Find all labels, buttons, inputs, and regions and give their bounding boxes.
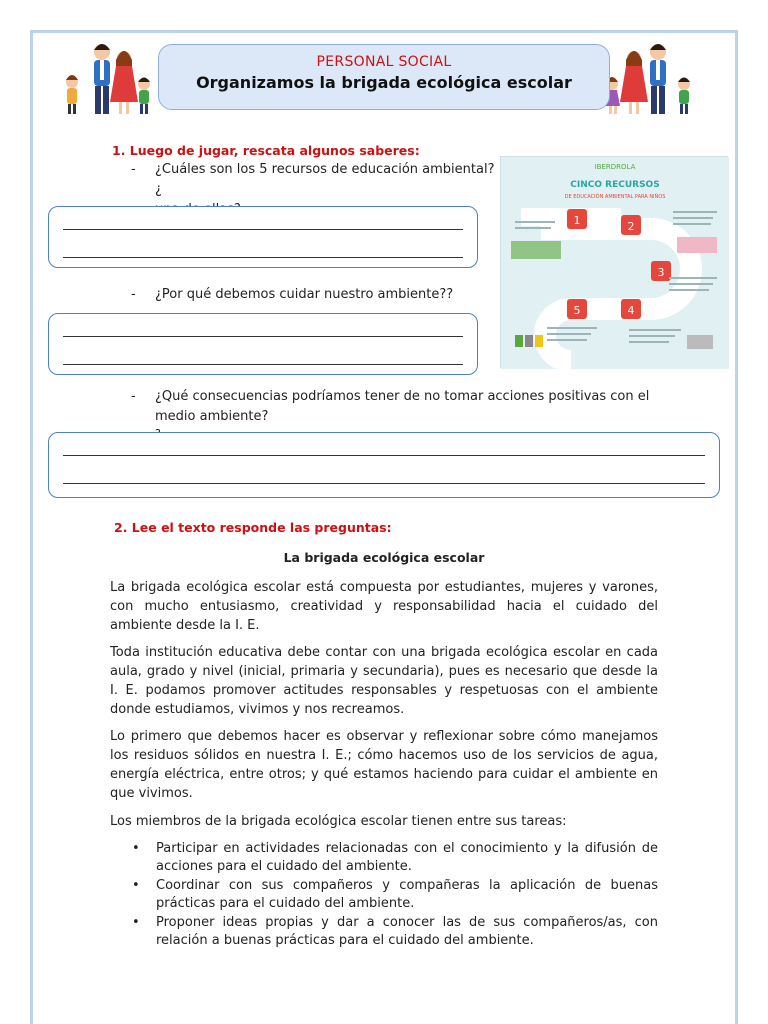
- bullet-glyph: •: [132, 915, 140, 930]
- answer-box-3[interactable]: [48, 432, 720, 498]
- infographic-subtitle: DE EDUCACIÓN AMBIENTAL PARA NIÑOS: [564, 194, 666, 200]
- bullet-glyph: •: [132, 878, 140, 893]
- task-text: Proponer ideas propias y dar a conocer las de sus compañeros/as, con relación a buenas prácticas para el cuidado del ambiente.: [156, 915, 658, 948]
- infographic-step: 5: [573, 304, 581, 317]
- infographic-step: 4: [627, 304, 635, 317]
- answer-box-1[interactable]: [48, 206, 478, 268]
- reading-paragraph: La brigada ecológica escolar está compuesta por estudiantes, mujeres y varones, con mucho entusiasmo, creatividad y responsabilidad hacia el cuidado del ambiente desde la I. E.: [110, 580, 658, 633]
- question-1-line-1: ¿Cuáles son los 5 recursos de educación ambiental? ¿: [155, 162, 495, 197]
- reading-title: La brigada ecológica escolar: [283, 550, 485, 565]
- infographic-brand: IBERDROLA: [594, 163, 636, 171]
- page-title: Organizamos la brigada ecológica escolar: [196, 73, 572, 92]
- infographic-step: 2: [627, 220, 635, 233]
- answer-line: [63, 257, 463, 258]
- family-illustration-left: [58, 40, 158, 120]
- header-banner: [158, 44, 610, 110]
- answer-line: [63, 336, 463, 337]
- section-1-heading: 1. Luego de jugar, rescata algunos saberes:: [112, 143, 420, 158]
- answer-line: [63, 229, 463, 230]
- reading-paragraph: Los miembros de la brigada ecológica escolar tienen entre sus tareas:: [110, 814, 567, 829]
- family-illustration-right: [600, 40, 700, 120]
- section-2-heading: 2. Lee el texto responde las preguntas:: [114, 520, 392, 535]
- task-text: Coordinar con sus compañeros y compañeras la aplicación de buenas prácticas para el cuidado del ambiente.: [156, 878, 658, 911]
- question-2: [131, 285, 500, 305]
- question-2-line-1: ¿Por qué debemos cuidar nuestro ambiente??: [155, 287, 454, 302]
- question-dash: -: [131, 389, 136, 404]
- reading-paragraph: Toda institución educativa debe contar con una brigada ecológica escolar en cada aula, grado y nivel (inicial, primaria y secundaria), pues es necesario que desde la I. E. podamos promover actitudes responsables y respetuosas con el ambiente donde estudiamos, vivimos y nos recreamos.: [110, 645, 658, 717]
- answer-line: [63, 364, 463, 365]
- infographic-title: CINCO RECURSOS: [570, 180, 660, 190]
- subject-label: PERSONAL SOCIAL: [316, 54, 452, 70]
- question-3: [131, 387, 665, 433]
- answer-line: [63, 455, 705, 456]
- list-item: [110, 840, 658, 876]
- task-text: Participar en actividades relacionadas con el conocimiento y la difusión de acciones para el cuidado del ambiente.: [156, 841, 658, 874]
- tasks-list: [110, 840, 658, 951]
- answer-box-2[interactable]: [48, 313, 478, 375]
- question-dash: -: [131, 287, 136, 302]
- question-3-line-2: medio ambiente?: [155, 409, 269, 424]
- answer-line: [63, 483, 705, 484]
- question-3-line-1: ¿Qué consecuencias podríamos tener de no tomar acciones positivas con el: [155, 389, 650, 404]
- list-item: [110, 877, 658, 913]
- infographic-step: 3: [657, 266, 665, 279]
- infographic-step: 1: [573, 214, 581, 227]
- list-item: [110, 914, 658, 950]
- bullet-glyph: •: [132, 841, 140, 856]
- question-dash: -: [131, 162, 136, 177]
- five-resources-infographic: [500, 156, 728, 368]
- infographic-drawing: [501, 157, 729, 369]
- reading-paragraph: Lo primero que debemos hacer es observar y reflexionar sobre cómo manejamos los residuos sólidos en nuestra I. E.; cómo hacemos uso de los servicios de agua, energía eléctrica, entre otros; y qué estamos haciendo para cuidar el ambiente en que vivimos.: [110, 729, 658, 801]
